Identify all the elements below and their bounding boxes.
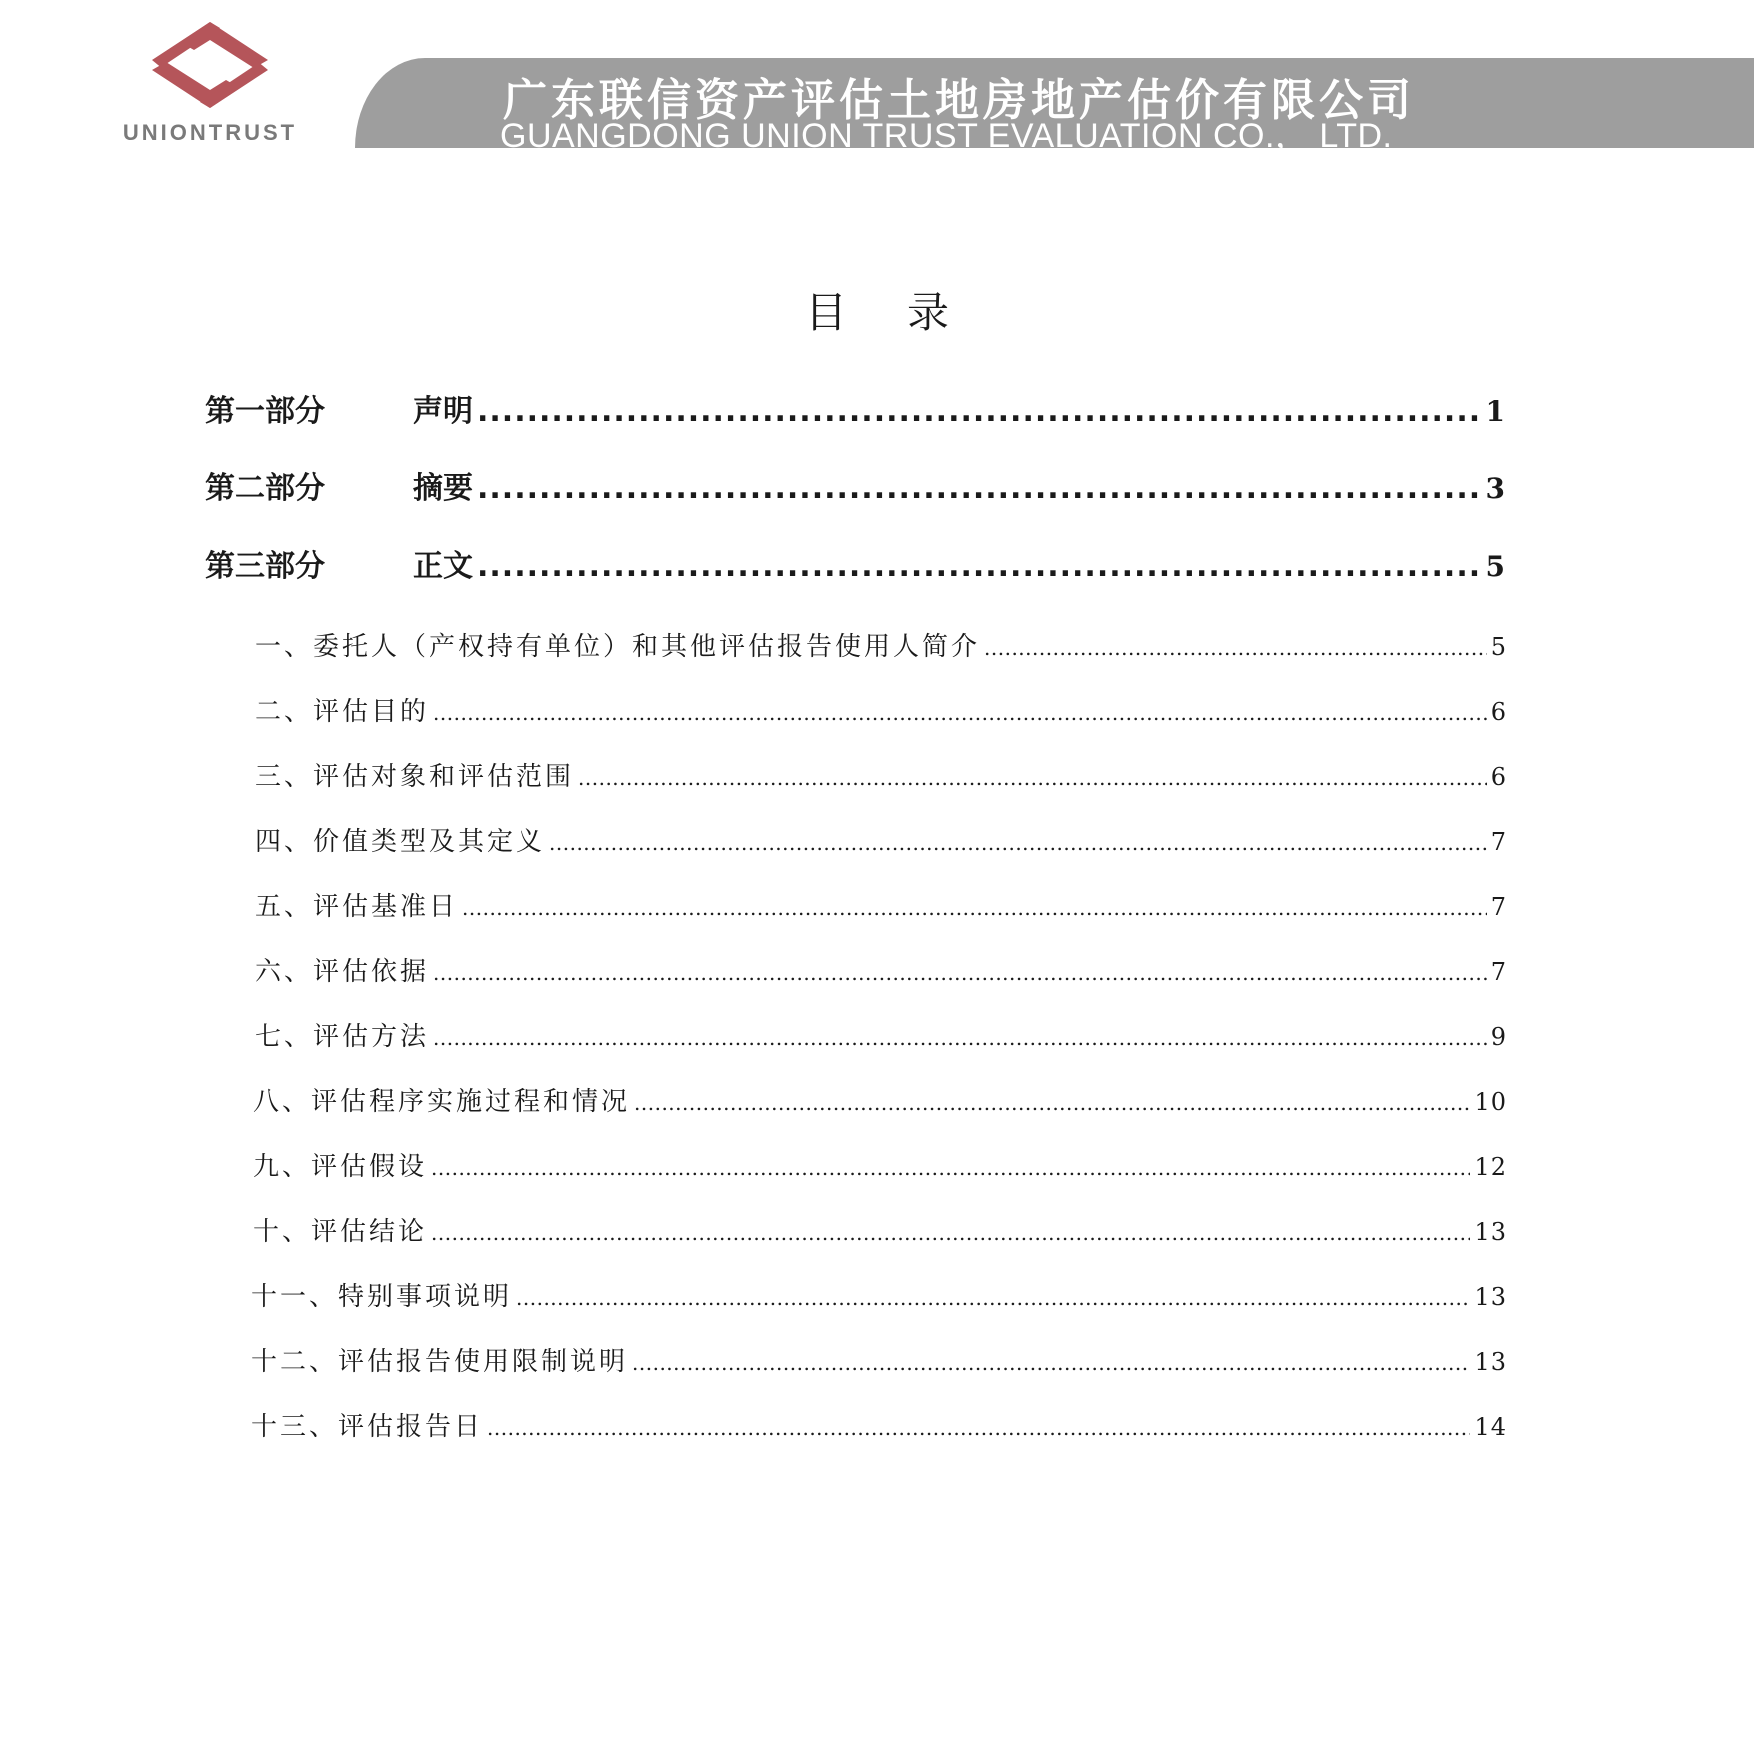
toc-section-row[interactable]	[255, 1016, 1507, 1053]
toc-section-label: 十二、评估报告使用限制说明	[251, 1347, 629, 1377]
toc-page-number: 13	[1474, 1283, 1507, 1311]
toc-page-number: 12	[1474, 1153, 1507, 1181]
toc-page-number: 7	[1490, 893, 1507, 921]
toc-part-row[interactable]	[205, 541, 1505, 585]
toc-page-number: 13	[1474, 1218, 1507, 1246]
toc-section-row[interactable]	[255, 821, 1507, 858]
toc-section-label: 一、委托人（产权持有单位）和其他评估报告使用人简介	[255, 632, 981, 662]
toc-section-row[interactable]	[253, 1081, 1507, 1118]
dot-leader	[433, 961, 1487, 985]
dot-leader	[462, 896, 1487, 920]
toc-section-row[interactable]	[255, 691, 1507, 728]
dot-leader	[632, 1351, 1470, 1375]
toc-part-row[interactable]	[205, 463, 1505, 507]
toc-section-label: 六、评估依据	[255, 957, 430, 987]
dot-leader	[433, 1026, 1487, 1050]
toc-part-number: 第二部分	[205, 471, 325, 506]
toc-title: 目录	[804, 288, 1009, 337]
toc-section-label: 十三、评估报告日	[251, 1412, 484, 1442]
company-banner	[355, 58, 1754, 155]
dot-leader	[477, 549, 1482, 584]
toc-section-label: 八、评估程序实施过程和情况	[253, 1087, 631, 1117]
toc-page-number: 7	[1490, 828, 1507, 856]
toc-section-label: 十一、特别事项说明	[251, 1282, 513, 1312]
toc-section-label: 七、评估方法	[255, 1022, 430, 1052]
toc-section-row[interactable]	[255, 756, 1507, 793]
toc-part-label	[205, 386, 473, 430]
dot-leader	[578, 766, 1487, 790]
company-logo	[90, 20, 330, 150]
toc-part-name: 摘要	[413, 471, 473, 506]
toc-part-number: 第三部分	[205, 549, 325, 584]
toc-part-name: 正文	[413, 549, 473, 584]
dot-leader	[634, 1091, 1470, 1115]
toc-page-number: 10	[1474, 1088, 1507, 1116]
dot-leader	[433, 701, 1487, 725]
toc-page-number: 6	[1490, 698, 1507, 726]
toc-section-label: 九、评估假设	[253, 1152, 428, 1182]
dot-leader	[431, 1156, 1470, 1180]
dot-leader	[431, 1221, 1470, 1245]
toc-section-row[interactable]	[253, 1211, 1507, 1248]
toc-page-number: 5	[1490, 633, 1507, 661]
toc-part-row[interactable]	[205, 386, 1505, 430]
toc-section-row[interactable]	[251, 1341, 1507, 1378]
toc-part-name: 声明	[413, 394, 473, 429]
dot-leader	[549, 831, 1487, 855]
toc-section-row[interactable]	[251, 1406, 1507, 1443]
toc-page-number: 6	[1490, 763, 1507, 791]
uniontrust-logo-icon	[150, 20, 270, 110]
toc-page-number: 1	[1485, 395, 1505, 428]
toc-section-row[interactable]	[253, 1146, 1507, 1183]
toc-section-label: 五、评估基准日	[255, 892, 459, 922]
toc-section-row[interactable]	[251, 1276, 1507, 1313]
dot-leader	[477, 471, 1482, 506]
toc-page-number: 3	[1485, 472, 1505, 505]
dot-leader	[477, 394, 1482, 429]
company-name-cn: 广东联信资产评估土地房地产估价有限公司	[503, 75, 1415, 126]
toc-section-label: 四、价值类型及其定义	[255, 827, 546, 857]
toc-page-number: 7	[1490, 958, 1507, 986]
toc-page-number: 14	[1474, 1413, 1507, 1441]
toc-page-number: 9	[1490, 1023, 1507, 1051]
company-name-en: GUANGDONG UNION TRUST EVALUATION CO.， LTD.	[500, 117, 1393, 155]
toc-part-label	[205, 541, 473, 585]
toc-section-row[interactable]	[255, 626, 1507, 663]
logo-text: UNIONTRUST	[122, 120, 298, 145]
toc-part-label	[205, 463, 473, 507]
toc-section-label: 三、评估对象和评估范围	[255, 762, 575, 792]
toc-section-label: 十、评估结论	[253, 1217, 428, 1247]
dot-leader	[516, 1286, 1470, 1310]
toc-page-number: 13	[1474, 1348, 1507, 1376]
toc-section-label: 二、评估目的	[255, 697, 430, 727]
toc-part-number: 第一部分	[205, 394, 325, 429]
toc-section-row[interactable]	[255, 886, 1507, 923]
toc-section-row[interactable]	[255, 951, 1507, 988]
dot-leader	[487, 1416, 1470, 1440]
dot-leader	[984, 636, 1487, 660]
toc-page-number: 5	[1485, 550, 1505, 583]
